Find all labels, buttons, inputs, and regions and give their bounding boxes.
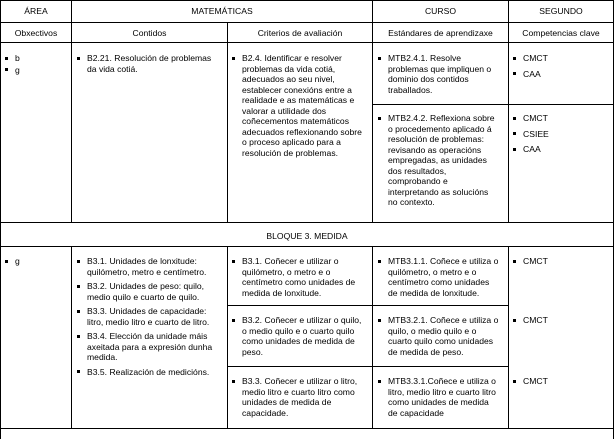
block3-title: BLOQUE 3. MEDIDA bbox=[266, 231, 348, 241]
table-border-col1-b bbox=[71, 246, 72, 428]
competence-item: CMCT bbox=[513, 315, 611, 326]
table-border-col4-b bbox=[508, 246, 509, 428]
block3-objectives bbox=[5, 256, 69, 268]
criterion-item: B3.1. Coñecer e utilizar o quilómetro, o metro e o centímetro como unidades de medida de lonxitude. bbox=[232, 256, 370, 298]
competence-item: CAA bbox=[513, 144, 611, 155]
content-item: B3.1. Unidades de lonxitude: quilómetro, metro e centímetro. bbox=[77, 256, 225, 277]
table-border-std-split bbox=[372, 104, 614, 105]
content-item: B3.2. Unidades de peso: quilo, medio quilo e cuarto de quilo. bbox=[77, 281, 225, 302]
block3-standard-3 bbox=[378, 376, 506, 419]
block3-standard-1 bbox=[378, 256, 506, 299]
column-criteria: Criterios de avaliación bbox=[257, 28, 343, 38]
block3-criterion-2 bbox=[232, 315, 370, 358]
competence-item: CAA bbox=[513, 69, 611, 80]
standard-item: MTB3.2.1. Coñece e utiliza o quilo, o medio quilo e o cuarto quilo como unidades de medida de peso. bbox=[378, 315, 506, 357]
subject-heading: MATEMÁTICAS bbox=[191, 6, 253, 16]
section1-standard-1 bbox=[378, 53, 506, 96]
block3-competence-2 bbox=[513, 315, 611, 327]
table-border-bottom bbox=[0, 428, 614, 429]
section1-contents bbox=[77, 53, 225, 75]
table-border-col1 bbox=[71, 22, 72, 222]
standard-item: MTB2.4.1. Resolve problemas que impliquen o dominio dos contidos traballados. bbox=[378, 53, 506, 95]
course-label: CURSO bbox=[424, 6, 457, 16]
column-standards: Estándares de aprendizaxe bbox=[388, 28, 493, 38]
table-border-header bbox=[0, 22, 614, 23]
criterion-item: B3.3. Coñecer e utilizar o litro, medio litro e cuarto litro como unidades de medida de capacidade. bbox=[232, 376, 370, 418]
table-border-crit-split2 bbox=[227, 366, 508, 367]
column-contents: Contidos bbox=[132, 28, 167, 38]
competence-item: CMCT bbox=[513, 113, 611, 124]
column-objectives: Obxectivos bbox=[14, 28, 58, 38]
block3-competence-3 bbox=[513, 376, 611, 388]
content-item: B3.4. Elección da unidade máis axeitada para a expresión dunha medida. bbox=[77, 331, 225, 363]
objective-item: g bbox=[5, 65, 69, 76]
table-border-section1-end bbox=[0, 222, 614, 223]
section1-standard-2 bbox=[378, 113, 506, 209]
section1-objectives bbox=[5, 53, 69, 76]
block3-criterion-1 bbox=[232, 256, 370, 299]
table-border-top bbox=[0, 0, 614, 1]
table-border-colheads bbox=[0, 42, 614, 43]
objective-item: b bbox=[5, 53, 69, 64]
content-item: B2.21. Resolución de problemas da vida cotiá. bbox=[77, 53, 225, 74]
table-border-crit-split1 bbox=[227, 305, 508, 306]
table-border-right bbox=[613, 0, 614, 439]
block3-criterion-3 bbox=[232, 376, 370, 419]
content-item: B3.5. Realización de medicións. bbox=[77, 367, 225, 378]
section1-competences-1 bbox=[513, 53, 611, 80]
criterion-item: B2.4. Identificar e resolver problemas da vida cotiá, adecuados ao seu nivel, establecer conexións entre a realidade e as matemáticas e valorar a utilidade dos coñecementos matemáticos adecuados reflexionando sobre o proceso aplicado para a resolución de problemas. bbox=[232, 53, 370, 158]
standard-item: MTB3.3.1.Coñece e utiliza o litro, medio litro e cuarto litro como unidades de medida de capacidade bbox=[378, 376, 506, 418]
section1-competences-2 bbox=[513, 113, 611, 156]
area-heading: ÁREA bbox=[24, 6, 48, 16]
block3-contents bbox=[77, 256, 225, 378]
table-border-col3-b bbox=[372, 246, 373, 428]
competence-item: CMCT bbox=[513, 256, 611, 267]
criterion-item: B3.2. Coñecer e utilizar o quilo, o medio quilo e o cuarto quilo como unidades de medida de peso. bbox=[232, 315, 370, 357]
standard-item: MTB2.4.2. Reflexiona sobre o procedemento aplicado á resolución de problemas: revisando as operacións empregadas, as unidades dos resultados, comprobando e interpretando as solucións no contexto. bbox=[378, 113, 506, 208]
section1-criteria bbox=[232, 53, 370, 159]
table-border-block-title bbox=[0, 246, 614, 247]
table-border-left bbox=[0, 0, 1, 439]
content-item: B3.3. Unidades de capacidade: litro, medio litro e cuarto de litro. bbox=[77, 306, 225, 327]
column-competences: Competencias clave bbox=[522, 28, 600, 38]
table-border-col2-b bbox=[227, 246, 228, 428]
block3-competence-1 bbox=[513, 256, 611, 268]
competence-item: CMCT bbox=[513, 53, 611, 64]
course-value: SEGUNDO bbox=[539, 6, 583, 16]
competence-item: CMCT bbox=[513, 376, 611, 387]
table-border-col2 bbox=[227, 22, 228, 222]
competence-item: CSIEE bbox=[513, 129, 611, 140]
standard-item: MTB3.1.1. Coñece e utiliza o quilómetro, o metro e o centímetro como unidades de medida de lonxitude. bbox=[378, 256, 506, 298]
block3-standard-2 bbox=[378, 315, 506, 358]
objective-item: g bbox=[5, 256, 69, 267]
